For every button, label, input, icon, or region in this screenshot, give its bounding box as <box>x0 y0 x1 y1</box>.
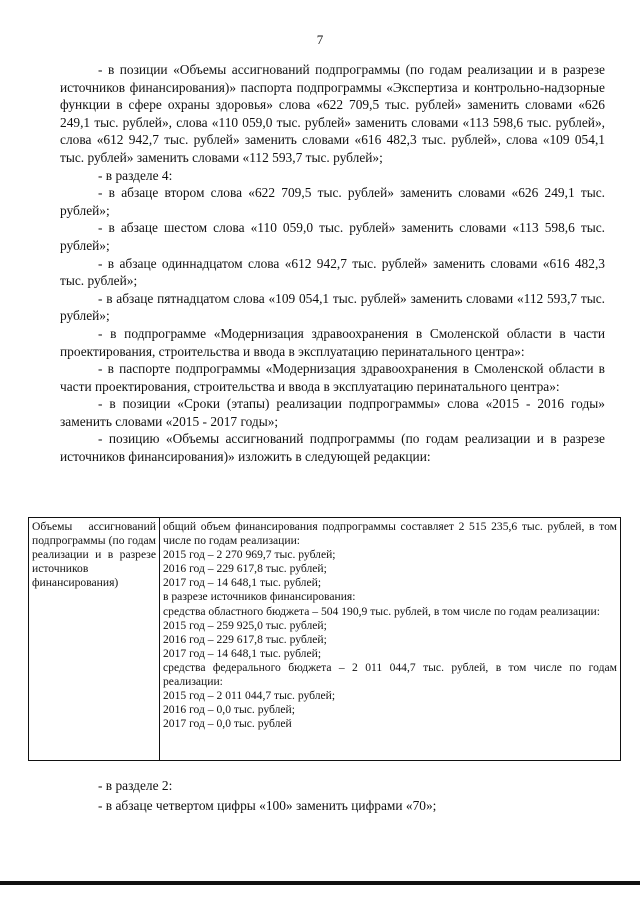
paragraph: - в позиции «Объемы ассигнований подпрограммы (по годам реализации и в разрезе источников финансирования)» паспорта подпрограммы «Экспертиза и контрольно-надзорные функции в сфере охраны здоровья» слова «622 709,5 тыс. рублей» заменить словами «626 249,1 тыс. рублей», слова «110 059,0 тыс. рублей» заменить словами «113 598,6 тыс. рублей», слова «612 942,7 тыс. рублей» заменить словами «616 482,3 тыс. рублей», слова «109 054,1 тыс. рублей» заменить словами «112 593,7 тыс. рублей»; <box>60 62 605 165</box>
paragraph: - в абзаце пятнадцатом слова «109 054,1 тыс. рублей» заменить словами «112 593,7 тыс. рублей»; <box>60 290 605 324</box>
funding-line: средства федерального бюджета – 2 011 044,7 тыс. рублей, в том числе по годам реализации: <box>163 660 617 689</box>
amendment-text <box>60 61 605 466</box>
paragraph: - в позиции «Сроки (этапы) реализации подпрограммы» слова «2015 - 2016 годы» заменить словами «2015 - 2017 годы»; <box>60 396 605 429</box>
paragraph: - в абзаце одиннадцатом слова «612 942,7 тыс. рублей» заменить словами «616 482,3 тыс. рублей»; <box>60 255 605 289</box>
page-number: 7 <box>316 32 324 47</box>
paragraph: - в абзаце четвертом цифры «100» заменить цифрами «70»; <box>98 798 437 813</box>
funding-line: 2017 год – 14 648,1 тыс. рублей; <box>163 576 322 590</box>
paragraph: - в абзаце шестом слова «110 059,0 тыс. рублей» заменить словами «113 598,6 тыс. рублей»; <box>60 220 605 253</box>
paragraph: - в подпрограмме «Модернизация здравоохранения в Смоленской области в части проектирования, строительства и ввода в эксплуатацию перинатального центра»: <box>60 325 605 359</box>
funding-line: 2017 год – 14 648,1 тыс. рублей; <box>163 646 322 660</box>
bottom-rule <box>0 881 640 885</box>
funding-line: 2015 год – 259 925,0 тыс. рублей; <box>163 618 327 632</box>
funding-line: 2016 год – 229 617,8 тыс. рублей; <box>163 562 327 576</box>
funding-line: 2015 год – 2 011 044,7 тыс. рублей; <box>163 689 336 703</box>
funding-line: 2016 год – 229 617,8 тыс. рублей; <box>163 632 327 646</box>
paragraph: - в паспорте подпрограммы «Модернизация здравоохранения в Смоленской области в части проектирования, строительства и ввода в эксплуатацию перинатального центра»: <box>60 361 605 394</box>
paragraph: - позицию «Объемы ассигнований подпрограммы (по годам реализации и в разрезе источников финансирования)» изложить в следующей редакции: <box>60 431 605 465</box>
funding-value-cell <box>160 518 621 760</box>
funding-line: общий объем финансирования подпрограммы составляет 2 515 235,6 тыс. рублей, в том числе по годам реализации: <box>163 520 617 548</box>
paragraph: - в разделе 2: <box>98 778 173 793</box>
funding-line: 2015 год – 2 270 969,7 тыс. рублей; <box>163 548 336 562</box>
funding-line: 2016 год – 0,0 тыс. рублей; <box>163 703 295 717</box>
funding-table <box>28 517 621 761</box>
funding-line: в разрезе источников финансирования: <box>163 590 356 604</box>
paragraph: - в абзаце втором слова «622 709,5 тыс. рублей» заменить словами «626 249,1 тыс. рублей»; <box>60 185 605 218</box>
after-table-text <box>60 776 605 816</box>
paragraph: - в разделе 4: <box>98 167 173 183</box>
funding-label-cell: Объемы ассигнований подпрограммы (по годам реализации и в разрезе источников финансирования) <box>29 518 160 760</box>
funding-line: 2017 год – 0,0 тыс. рублей <box>163 717 292 731</box>
funding-line: средства областного бюджета – 504 190,9 тыс. рублей, в том числе по годам реализации: <box>163 604 600 618</box>
